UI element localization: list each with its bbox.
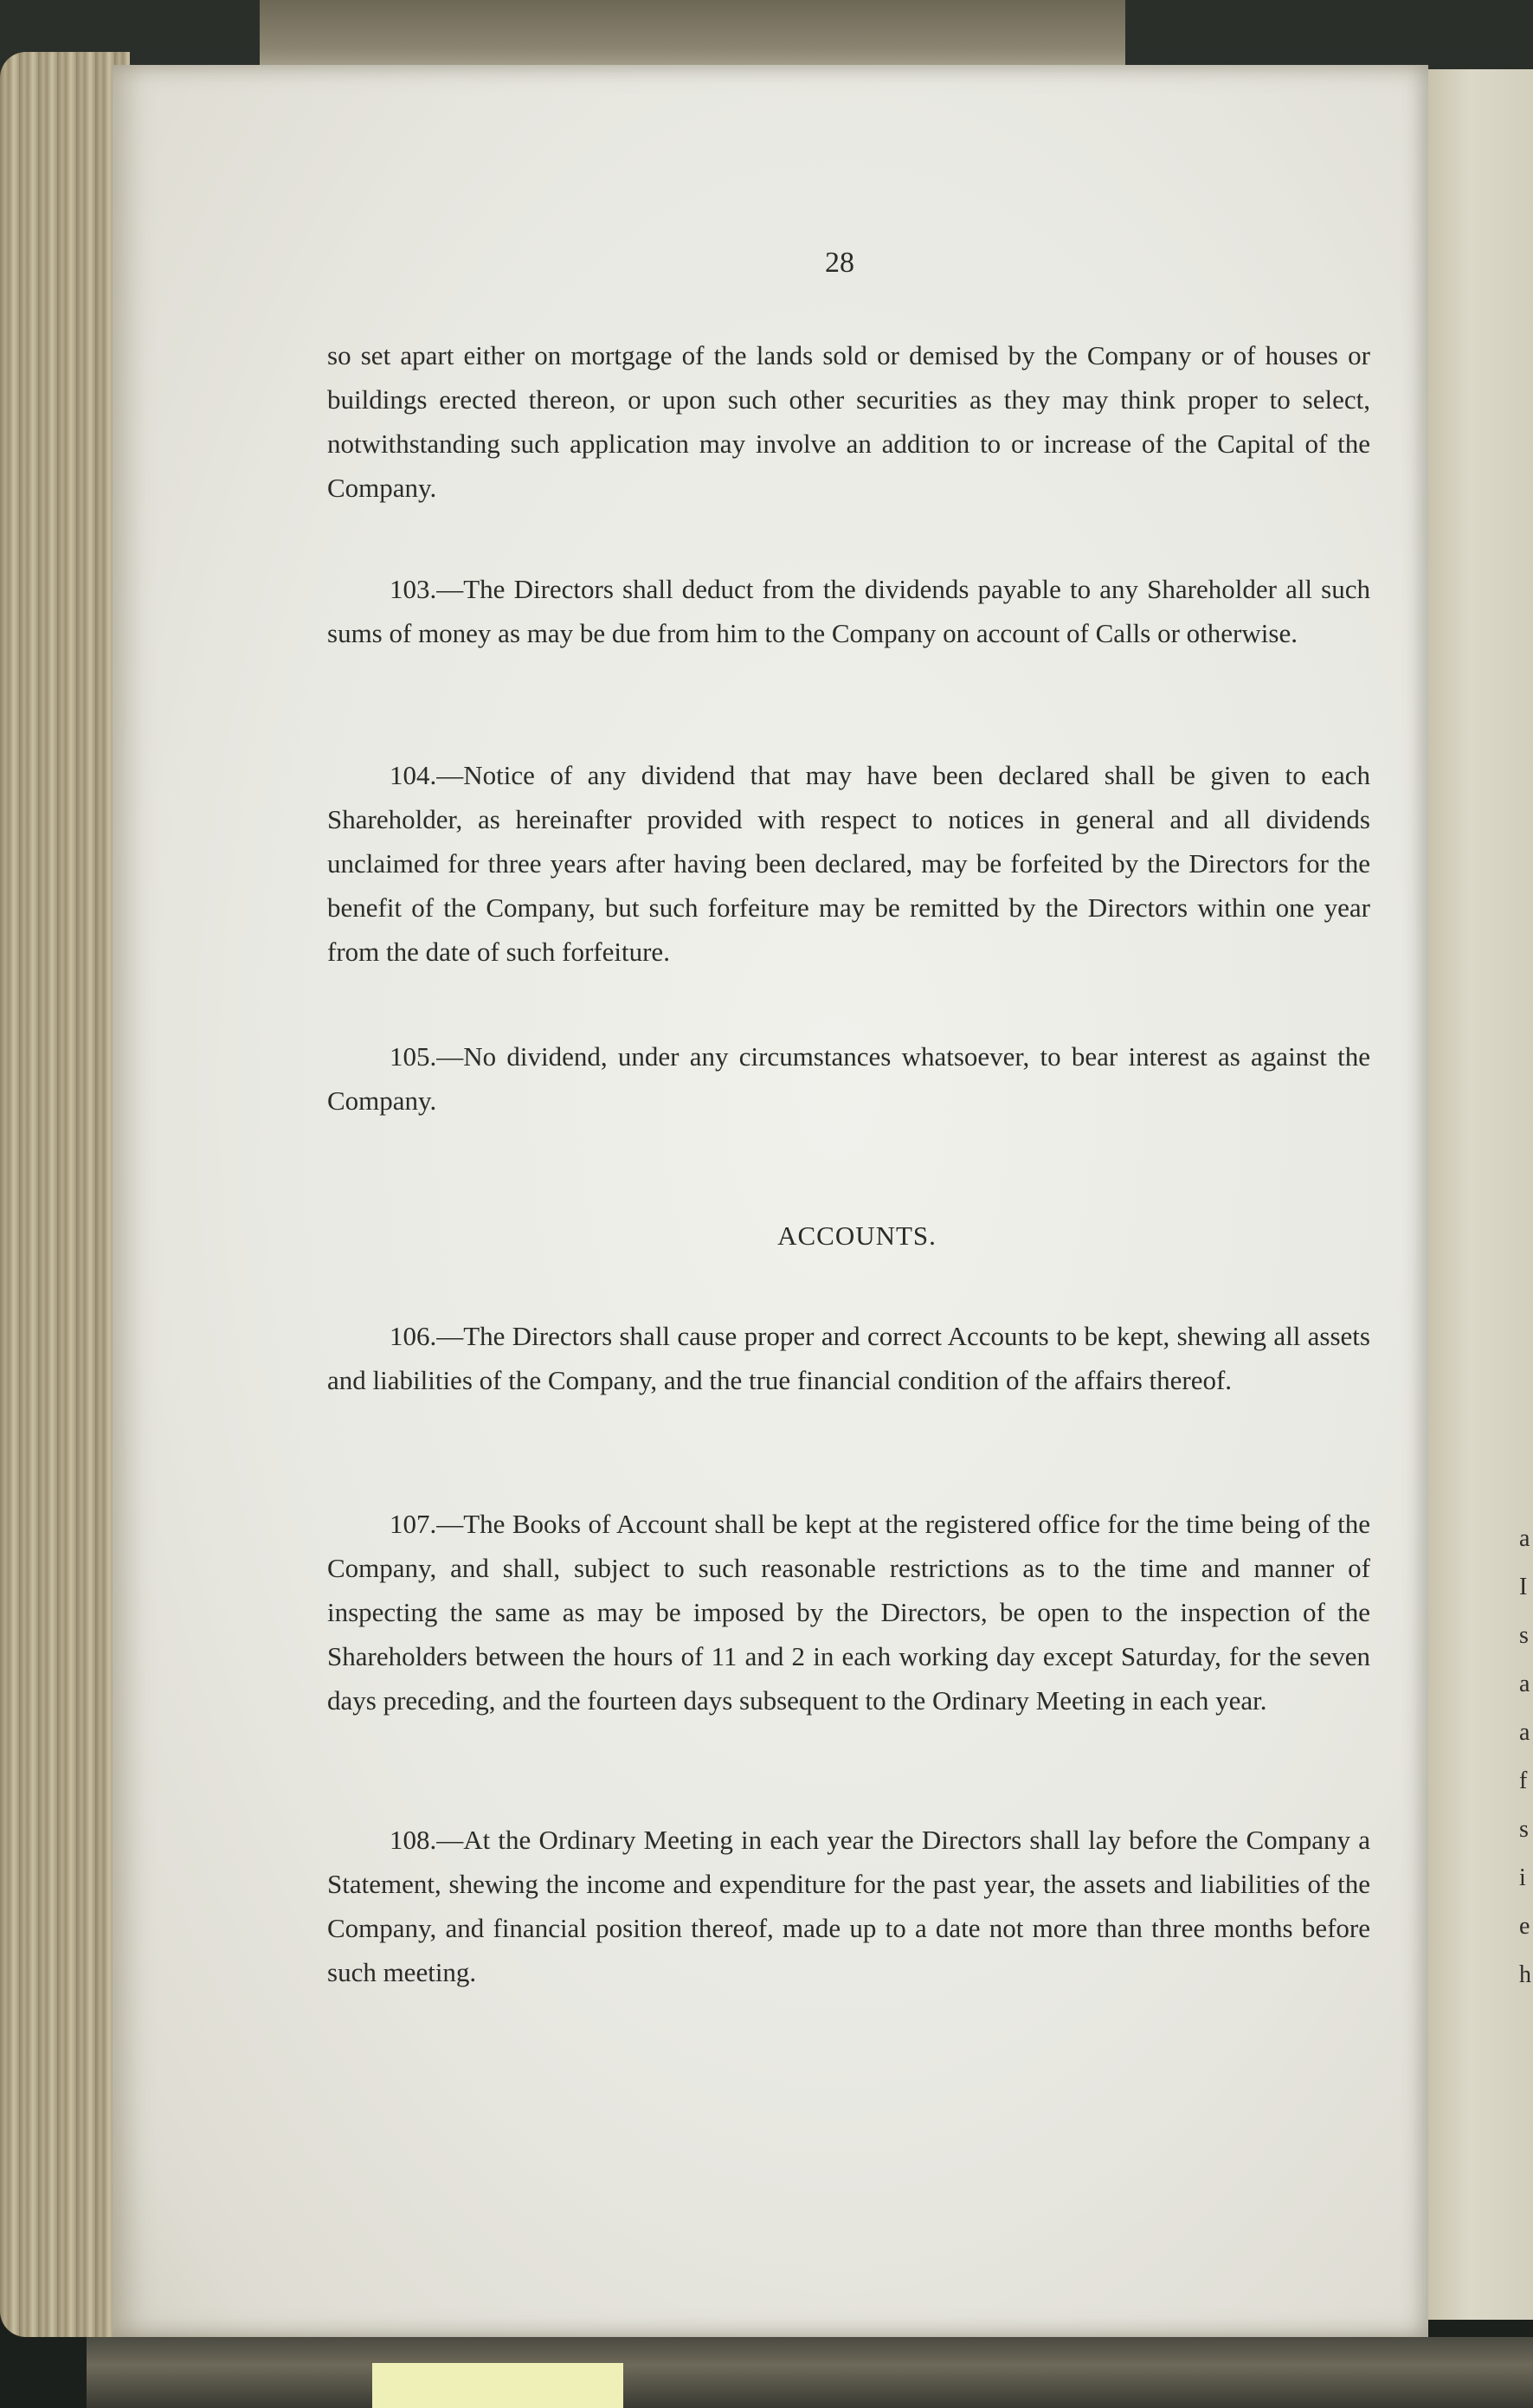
book-bottom-edge — [87, 2337, 1533, 2408]
paragraph-104: 104.—Notice of any dividend that may have been declared shall be given to each Shareholder, as hereinafter provided with respect to notices in general and all dividends unclaimed for three years after having been declared, may be forfeited by the Directors for the benefit of the Company, but such forfeiture may be remitted by the Directors within one year from the date of such forfeiture. — [327, 760, 1370, 967]
book-page-edges-left — [0, 52, 130, 2337]
paragraph-106: 106.—The Directors shall cause proper and correct Accounts to be kept, shewing all assets and liabilities of the Company, and the true financial condition of the affairs thereof. — [327, 1321, 1370, 1395]
book-top-edge — [260, 0, 1125, 69]
facing-letter: s — [1519, 1816, 1529, 1843]
paragraph-105: 105.—No dividend, under any circumstances whatsoever, to bear interest as against the Company. — [327, 1041, 1370, 1116]
facing-letter: a — [1519, 1525, 1530, 1552]
paragraph-107: 107.—The Books of Account shall be kept at the registered office for the time being of the Company, and shall, subject to such reasonable restrictions as to the time and manner of inspecting the same as may be imposed by the Directors, be open to the inspection of the Shareholders between the hours of 11 and 2 in each working day except Saturday, for the seven days preceding, and the fourteen days subsequent to the Ordinary Meeting in each year. — [327, 1509, 1370, 1716]
facing-letter: h — [1519, 1961, 1531, 1988]
paragraph-108: 108.—At the Ordinary Meeting in each year the Directors shall lay before the Company a Statement, shewing the income and expenditure for the past year, the assets and liabilities of the Company, and financial position thereof, made up to a date not more than three months before such meeting. — [327, 1825, 1370, 1987]
section-heading-accounts: ACCOUNTS. — [777, 1220, 937, 1251]
facing-letter: a — [1519, 1671, 1530, 1697]
page-number: 28 — [825, 247, 854, 279]
facing-letter: f — [1519, 1767, 1528, 1794]
facing-letter: s — [1519, 1622, 1529, 1649]
facing-page-edge — [1428, 69, 1533, 2320]
facing-letter: I — [1519, 1574, 1528, 1600]
facing-page-letters — [1519, 1515, 1533, 1999]
paragraph-103: 103.—The Directors shall deduct from the dividends payable to any Shareholder all such sums of money as may be due from him to the Company on account of Calls or otherwise. — [327, 574, 1370, 648]
bookmark-tab — [372, 2363, 623, 2408]
facing-letter: a — [1519, 1719, 1530, 1746]
paragraph-continuation: so set apart either on mortgage of the lands sold or demised by the Company or of houses or buildings erected thereon, or upon such other securities as they may think proper to select, notwithstanding such application may involve an addition to or increase of the Capital of the Company. — [327, 340, 1370, 503]
facing-letter: i — [1519, 1864, 1526, 1891]
facing-letter: e — [1519, 1913, 1530, 1940]
